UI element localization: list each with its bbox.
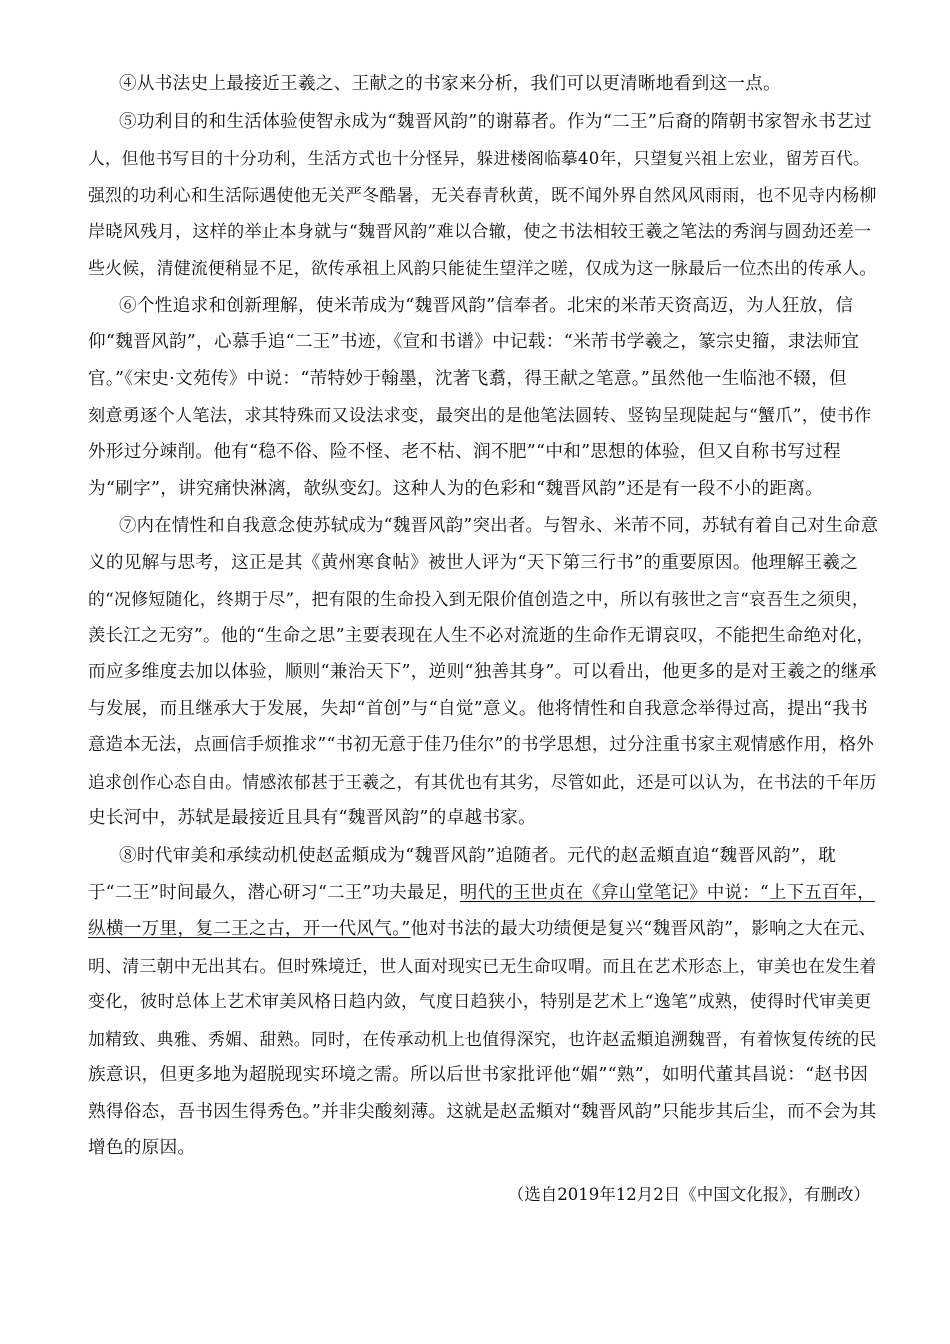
paragraph-8-line: 加精致、典雅、秀媚、甜熟。同时，在传承动机上也值得深究，也许赵孟頫追溯魏晋，有着恢复传统的民 bbox=[88, 1029, 877, 1049]
paragraph-7-line: 义的见解与思考，这正是其《黄州寒食帖》被世人评为“天下第三行书”的重要原因。他理解王羲之 bbox=[88, 553, 859, 573]
paragraph-7-line: 追求创作心态自由。情感浓郁甚于王羲之，有其优也有其劣，尽管如此，还是可以认为，在书法的千年历 bbox=[88, 772, 877, 792]
paragraph-6-line: 仰“魏晋风韵”，心慕手追“二王”书迹，《宣和书谱》中记载：“米芾书学羲之，篆宗史籀，隶法师宜 bbox=[88, 332, 860, 352]
paragraph-8-line bbox=[88, 917, 878, 941]
paragraph-6-line: 外形过分竦削。他有“稳不俗、险不怪、老不枯、润不肥”“中和”思想的体验，但又自称书写过程 bbox=[88, 442, 841, 462]
paragraph-5-line: 岸晓风残月，这样的举止本身就与“魏晋风韵”难以合辙，使之书法相较王羲之笔法的秀润与圆劲还差一 bbox=[88, 222, 872, 242]
plain-text: 他对书法的最大功绩便是复兴“魏晋风韵”，影响之大在元、 bbox=[410, 919, 877, 939]
paragraph-8-line: ⑧时代审美和承续动机使赵孟頫成为“魏晋风韵”追随者。元代的赵孟頫直追“魏晋风韵”，耽 bbox=[119, 846, 837, 866]
paragraph-7-line: 史长河中，苏轼是最接近且具有“魏晋风韵”的卓越书家。 bbox=[88, 808, 537, 828]
paragraph-8-line: 熟得俗态，吾书因生得秀色。”并非尖酸刻薄。这就是赵孟頫对“魏晋风韵”只能步其后尘，而不会为其 bbox=[88, 1102, 877, 1122]
underlined-quote: 明代的王世贞在《弇山堂笔记》中说：“上下五百年， bbox=[459, 883, 875, 903]
paragraph-6-line: ⑥个性追求和创新理解，使米芾成为“魏晋风韵”信奉者。北宋的米芾天资高迈，为人狂放，信 bbox=[119, 296, 854, 316]
paragraph-5-line: 些火候，清健流便稍显不足，欲传承祖上风韵只能徒生望洋之嗟，仅成为这一脉最后一位杰出的传承人。 bbox=[88, 258, 877, 278]
paragraph-5-line: 人，但他书写目的十分功利，生活方式也十分怪异，躲进楼阁临摹40年，只望复兴祖上宏业，留芳百代。 bbox=[88, 149, 870, 168]
paragraph-8-line: 族意识，但更多地为超脱现实环境之需。所以后世书家批评他“媚”“熟”，如明代董其昌说：“赵书因 bbox=[88, 1065, 869, 1085]
paragraph-5-line: ⑤功利目的和生活体验使智永成为“魏晋风韵”的谢幕者。作为“二王”后裔的隋朝书家智永书艺过 bbox=[119, 112, 872, 132]
paragraph-6-line: 官。”《宋史·文苑传》中说：“芾特妙于翰墨，沈著飞翥，得王献之笔意。”虽然他一生临池不辍，但 bbox=[88, 369, 847, 389]
paragraph-7-line: 与发展，而且继承大于发展，失却“首创”与“自觉”意义。他将情性和自我意念举得过高，提出“我书 bbox=[88, 699, 869, 719]
paragraph-8-line: 明、清三朝中无出其右。但时殊境迁，世人面对现实已无生命叹喟。而且在艺术形态上，审美也在发生着 bbox=[88, 956, 877, 976]
paragraph-8-line bbox=[88, 881, 878, 905]
paragraph-8-line: 变化，彼时总体上艺术审美风格日趋内敛，气度日趋狭小，特别是艺术上“逸笔”成熟，使得时代审美更 bbox=[88, 992, 872, 1012]
paragraph-7-line: 的“况修短随化，终期于尽”，把有限的生命投入到无限价值创造之中，所以有骇世之言“哀吾生之须臾， bbox=[88, 589, 870, 609]
paragraph-7-line: ⑦内在情性和自我意念使苏轼成为“魏晋风韵”突出者。与智永、米芾不同，苏轼有着自己对生命意 bbox=[119, 516, 879, 536]
paragraph-6-line: 刻意勇逐个人笔法，求其特殊而又设法求变，最突出的是他笔法圆转、竖钩呈现陡起与“蟹爪”，使书作 bbox=[88, 406, 872, 426]
paragraph-4-line: ④从书法史上最接近王羲之、王献之的书家来分析，我们可以更清晰地看到这一点。 bbox=[119, 74, 782, 94]
paragraph-7-line: 羡长江之无穷”。他的“生命之思”主要表现在人生不必对流逝的生命作无谓哀叹，不能把生命绝对化， bbox=[88, 626, 875, 646]
paragraph-7-line: 而应多维度去加以体验，顺则“兼治天下”，逆则“独善其身”。可以看出，他更多的是对王羲之的继承 bbox=[88, 662, 877, 682]
paragraph-8-line: 增色的原因。 bbox=[88, 1138, 196, 1158]
plain-text: 于“二王”时间最久，潜心研习“二王”功夫最足， bbox=[88, 883, 460, 903]
underlined-quote: 纵横一万里，复二王之古，开一代风气。” bbox=[88, 919, 411, 939]
paragraph-5-line: 强烈的功利心和生活际遇使他无关严冬酷暑，无关春青秋黄，既不闻外界自然风风雨雨，也不见寺内杨柳 bbox=[88, 185, 877, 205]
source-citation: （选自2019年12月2日《中国文化报》，有删改） bbox=[507, 1185, 870, 1204]
paragraph-6-line: 为“刷字”，讲究痛快淋漓，欹纵变幻。这种人为的色彩和“魏晋风韵”还是有一段不小的距离。 bbox=[88, 479, 824, 499]
paragraph-7-line: 意造本无法，点画信手烦推求”“书初无意于佳乃佳尔”的书学思想，过分注重书家主观情感作用，格外 bbox=[88, 735, 875, 755]
